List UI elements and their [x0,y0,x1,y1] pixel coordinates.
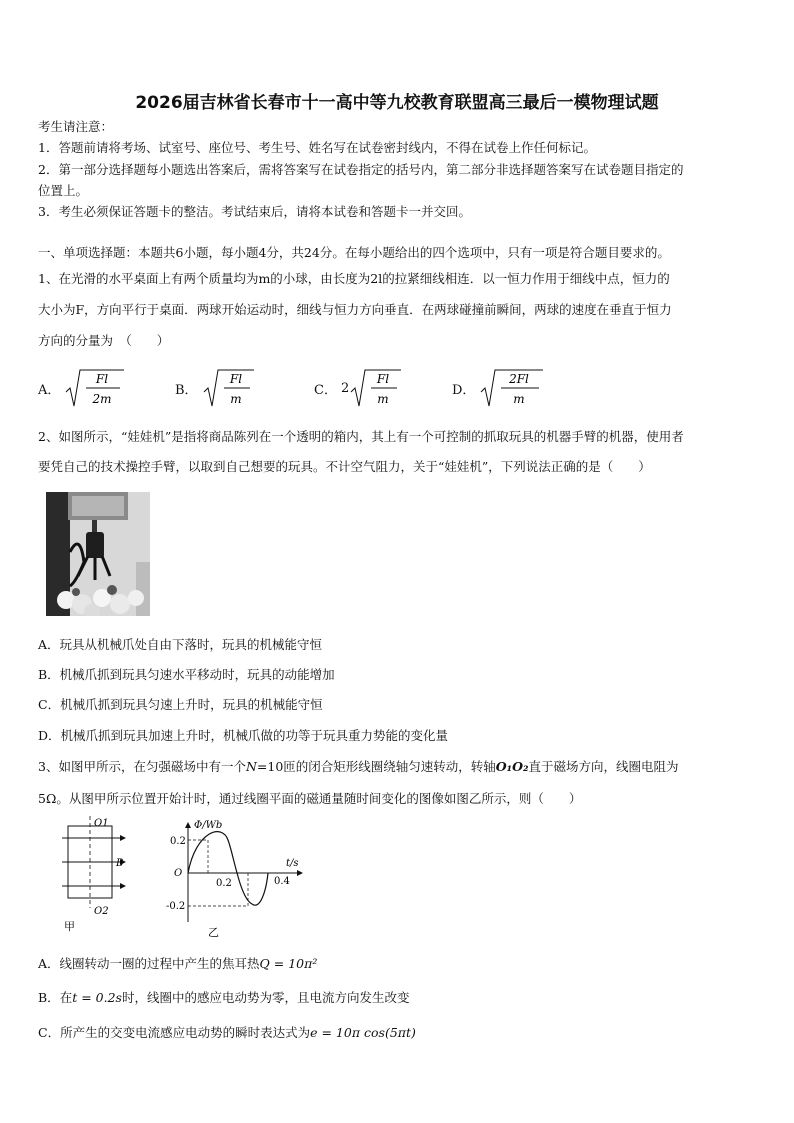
notice-item-2-cont: 位置上。 [38,183,89,198]
svg-text:Fl: Fl [377,372,390,386]
claw-machine-photo [46,492,150,616]
notice-item-2: 2．第一部分选择题每小题选出答案后，需将答案写在试卷指定的括号内，第二部分非选择题答案写在试卷题目指定的 [38,162,684,177]
q1-option-b[interactable]: B． Fl m [175,366,256,410]
x-tick-2: 0.4 [274,876,290,887]
q2-line-2: 要凭自己的技术操控手臂，以取到自己想要的玩具。不计空气阻力，关于“娃娃机”，下列说法正确的是（ ） [38,459,651,474]
q2-option-b[interactable]: B．机械爪抓到玩具匀速水平移动时，玩具的动能增加 [38,667,335,682]
sqrt-fraction [64,366,126,410]
figure-flux-graph [160,818,310,938]
svg-text:Fl: Fl [96,372,109,386]
section-heading: 一、单项选择题：本题共6小题，每小题4分，共24分。在每小题给出的四个选项中，只有一项是符合题目要求的。 [38,245,670,260]
notice-heading: 考生请注意： [38,119,114,134]
y-tick-pos: 0.2 [170,836,186,847]
q3-line-1: 3、如图甲所示，在匀强磁场中有一个N=10匝的闭合矩形线圈绕轴匀速转动，转轴O₁O₂直于磁场方向，线圈电阻为 [38,759,679,774]
q1-line-1: 1、在光滑的水平桌面上有两个质量均为m的小球，由长度为2l的拉紧细线相连．以一恒力作用于细线中点，恒力的 [38,271,670,286]
svg-text:Fl: Fl [229,372,242,386]
sqrt-fraction [349,366,403,410]
q1-line-2: 大小为F，方向平行于桌面．两球开始运动时，细线与恒力方向垂直．在两球碰撞前瞬间，两球的速度在垂直于恒力 [38,302,672,317]
caption-jia: 甲 [64,920,75,933]
sqrt-fraction [479,366,545,410]
x-axis-label: t/s [286,858,299,869]
sqrt-fraction [202,366,256,410]
q1-option-a[interactable]: A． Fl 2m [38,366,126,410]
q3-option-c[interactable]: C．所产生的交变电流感应电动势的瞬时表达式为e = 10π cos(5πt) [38,1025,416,1040]
svg-text:m: m [229,392,242,406]
svg-text:2Fl: 2Fl [509,372,530,386]
q3-option-b[interactable]: B．在t = 0.2s时，线圈中的感应电动势为零，且电流方向发生改变 [38,990,410,1005]
q2-option-a[interactable]: A．玩具从机械爪处自由下落时，玩具的机械能守恒 [38,637,323,652]
q2-option-d[interactable]: D．机械爪抓到玩具加速上升时，机械爪做的功等于玩具重力势能的变化量 [38,728,449,743]
notice-item-3: 3．考生必须保证答题卡的整洁。考试结束后，请将本试卷和答题卡一并交回。 [38,204,471,219]
x-tick-1: 0.2 [216,878,232,889]
svg-text:2m: 2m [92,392,112,406]
figure-coil [50,814,140,934]
q2-line-1: 2、如图所示，“娃娃机”是指将商品陈列在一个透明的箱内，其上有一个可控制的抓取玩具的机器手臂的机器，使用者 [38,429,684,444]
svg-text:m: m [513,392,526,406]
q3-option-a[interactable]: A．线圈转动一圈的过程中产生的焦耳热Q = 10π² [38,956,318,971]
q3-line-2: 5Ω。从图甲所示位置开始计时，通过线圈平面的磁通量随时间变化的图像如图乙所示，则（ ） [38,791,582,806]
q2-option-c[interactable]: C．机械爪抓到玩具匀速上升时，玩具的机械能守恒 [38,697,323,712]
caption-yi: 乙 [208,926,219,938]
label-b: B [116,858,124,869]
y-tick-neg: -0.2 [166,901,186,912]
q1-line-3: 方向的分量为 （ ） [38,333,170,348]
y-axis-label: Φ/Wb [194,820,223,831]
label-o2: O2 [94,906,109,917]
notice-item-1: 1．答题前请将考场、试室号、座位号、考生号、姓名写在试卷密封线内，不得在试卷上作任何标记。 [38,140,596,155]
svg-text:m: m [377,392,389,406]
q1-option-c[interactable]: C． 2 Fl m [314,366,403,410]
label-o1: O1 [94,818,109,829]
origin-label: O [174,868,183,879]
page-title: 2026届吉林省长春市十一高中等九校教育联盟高三最后一模物理试题 [135,93,659,113]
q1-option-d[interactable]: D． 2Fl m [452,366,545,410]
